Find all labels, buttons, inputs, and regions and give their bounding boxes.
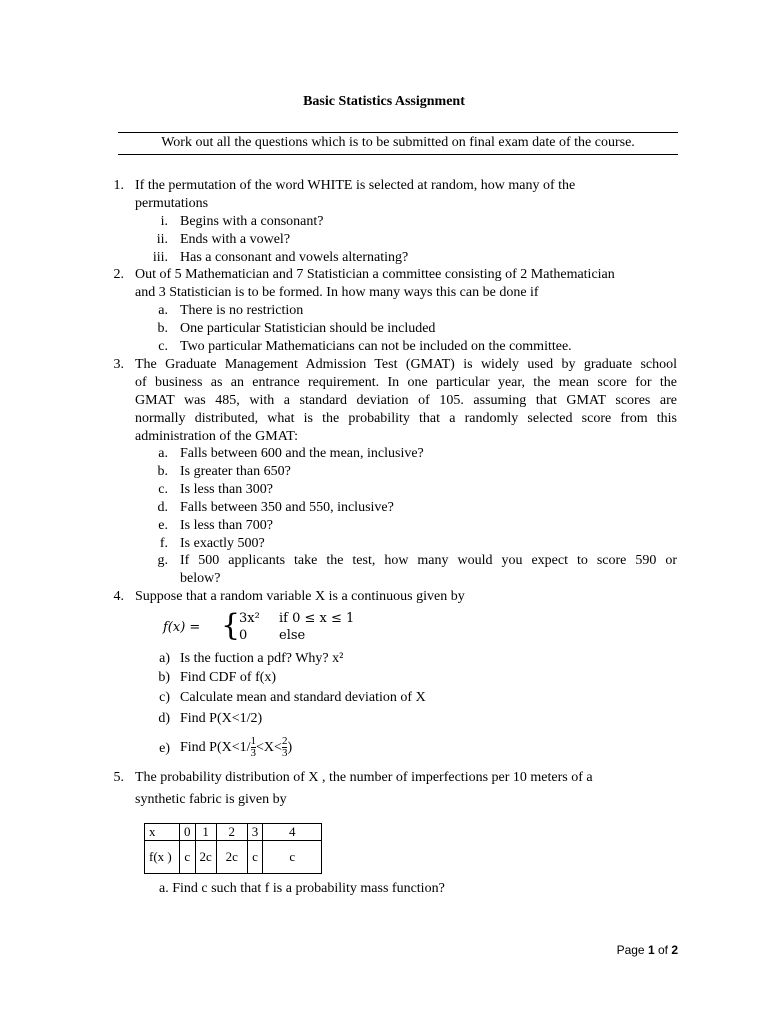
question-text: and 3 Statistician is to be formed. In how many ways this can be done if xyxy=(135,285,539,300)
question-text: Suppose that a random variable X is a continuous given by xyxy=(135,589,465,604)
distribution-table xyxy=(144,823,322,874)
top-rule xyxy=(118,132,678,133)
question-text: Out of 5 Mathematician and 7 Statistician a committee consisting of 2 Mathematician xyxy=(135,267,615,282)
fraction: $\frac{2}{3}$ xyxy=(281,735,288,760)
question-text: synthetic fabric is given by xyxy=(135,792,287,807)
question-text: permutations xyxy=(135,196,209,211)
bottom-rule xyxy=(118,154,678,155)
fraction: $\frac{1}{3}$ xyxy=(250,735,257,760)
instruction: Work out all the questions which is to be submitted on final exam date of the course. xyxy=(161,135,635,150)
question-part: a. Find c such that f is a probability mass function? xyxy=(159,881,445,896)
brace-icon: { xyxy=(221,608,241,643)
piecewise-function: f(x) = { 3x² if 0 ≤ x ≤ 1 0 else xyxy=(163,608,355,643)
question-number: 5. xyxy=(113,770,124,785)
question-text: If the permutation of the word WHITE is selected at random, how many of the xyxy=(135,178,576,193)
table-row: x 0 1 2 3 4 xyxy=(145,824,322,841)
question-text: The probability distribution of X , the number of imperfections per 10 meters of a xyxy=(135,770,593,785)
question-text: The Graduate Management Admission Test (GMAT) is widely used by graduate school xyxy=(135,357,677,372)
question-number: 4. xyxy=(113,589,124,604)
table-row: f(x ) c 2c 2c c c xyxy=(145,841,322,874)
question-number: 1. xyxy=(113,178,124,193)
page-number: Page 1 of 2 xyxy=(616,943,678,957)
question-number: 3. xyxy=(113,357,124,372)
page-title: Basic Statistics Assignment xyxy=(303,94,465,109)
question-number: 2. xyxy=(113,267,124,282)
